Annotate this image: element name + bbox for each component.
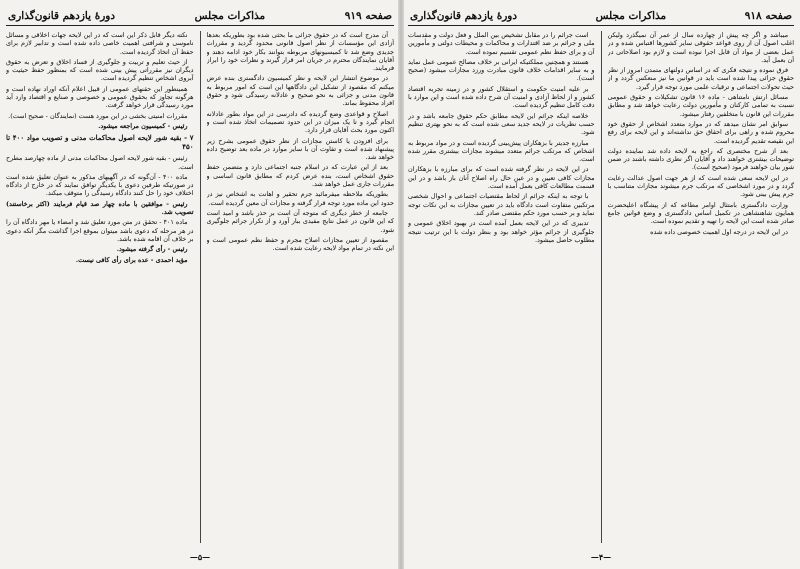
body-paragraph: برای افزودن یا کاستن مجازات از نظر حقوق عمومی بشرح زیر پیشنهاد شده است و تفاوت آن با سایر موارد در ماده بعد توضیح داده خواهد شد. <box>206 136 394 162</box>
book-gutter <box>398 0 404 569</box>
body-paragraph: ماده ۴۰۱ - تحقق در متن مورد تعلیق شد و امضاء یا مهر دادگاه آن را در هر مرحله که دعوی باشد میتوان بموقع اجرا گذاشت مگر آنکه دعوی بر خلاف آن اقامه شده باشد. <box>6 218 194 243</box>
page-918 <box>408 10 794 562</box>
column-left <box>6 31 194 543</box>
body-paragraph: مبارزه جدیتر با بزهکاران پیش‌بینی گردیده است و در مواد مربوط به اشخاص که مرتکب جرائم متعدد میشوند مجازات بیشتری مقرر شده است. <box>408 138 595 164</box>
session-label: دورهٔ یازدهم قانون‌گذاری <box>8 10 116 22</box>
body-paragraph: بعد از شرح مختصری که راجع به لایحه داده شد نماینده دولت توضیحات بیشتری خواهند داد و آقایان اگر نظری داشته باشند در ضمن شور بیان خواهند فرمود (صحیح است). <box>607 146 794 172</box>
body-paragraph: بطوریکه ملاحظه میفرمائید جرم تحقیر و اهانت به اشخاص نیز در حدود این ماده مورد توجه قرار گرفته و مجازات آن معین گردیده است. <box>206 190 394 207</box>
page-title: مذاکرات مجلس <box>194 10 266 22</box>
page-number-label: صفحه ۹۱۹ <box>344 10 392 22</box>
speaker-line: رئیس - رأی گرفته میشود. <box>116 245 188 254</box>
page-number-label: صفحه ۹۱۸ <box>744 10 792 22</box>
folio-number: —۵— <box>189 552 211 562</box>
body-paragraph: بر علیه امنیت حکومت و استقلال کشور و در زمینه تجربه اقتصاد کشور و از لحاظ آزادی و امنیت آن شرح داده شده است و این موارد با دقت کامل تنظیم گردیده است. <box>408 84 595 110</box>
body-paragraph: آن مدرج است که در حقوق جزائی ما بحثی شده بود بطوریکه بعدها آزادی این مؤسسات از نظر اصول قانونی محدود گردید و مقررات جدیدی وضع شد تا کمیسیونهای مربوطه بتوانند بکار خود ادامه دهند و آقایان نمایندگان محترم در جریان امر قرار گیرند و نظرات خود را ابراز فرمایند. <box>206 31 394 73</box>
page-header <box>6 10 394 26</box>
body-paragraph: در این لایحه در نظر گرفته شده است که برای مبارزه با بزهکاران مجازات کافی تعیین و در عین حال راه اصلاح آنان باز باشد و در این قسمت مطالعات کافی بعمل آمده است. <box>408 165 595 191</box>
body-paragraph: با توجه به اینکه جرائم از لحاظ مقتضیات اجتماعی و احوال شخصی مرتکبین متفاوت است دادگاه باید در تعیین مجازات به این نکات توجه نماید و بر حسب مورد حکم مقتضی صادر کند. <box>408 192 595 217</box>
column-right <box>207 31 395 543</box>
column-divider <box>601 31 602 543</box>
body-paragraph: فرق نموده و نتیجه فکری که در اساس دولتهای متمدن امروز از نظر حقوق جزائی پیدا شده است باید در قوانین ما نیز منعکس گردد و از حیث تحولات اجتماعی و ترقیات علمی مورد توجه قرار گیرد. <box>607 66 794 91</box>
column-right <box>608 31 795 543</box>
body-paragraph: مقررات امنیتی بخشی در این مورد هست (نمایندگان - صحیح است). <box>8 111 188 120</box>
body-paragraph: بعد از این عبارت که در اسلام جنبه اجتماعی دارد و متضمن حفظ حقوق اشخاص است، بنده عرض کردم که مطابق قانون اساسی و مقررات جاری عمل خواهد شد. <box>206 163 394 189</box>
column-divider <box>200 31 201 543</box>
body-paragraph: از حیث تعلیم و تربیت و جلوگیری از فساد اخلاق و تعرض به حقوق دیگران نیز مقرراتی پیش بینی شده است که بمنظور حفظ حیثیت و آبروی اشخاص تنظیم گردیده است. <box>6 57 194 83</box>
body-paragraph: سوابق امر نشان میدهد که در موارد متعدد اشخاص از حقوق خود محروم شده و راهی برای احقاق حق نداشته‌اند و این لایحه برای رفع این نقیصه تقدیم گردیده است. <box>607 119 794 145</box>
column-left <box>408 31 595 543</box>
body-paragraph: وزارت دادگستری بامتثال اوامر مطاعه که از پیشگاه اعلیحضرت همایون شاهنشاهی در تکمیل اساس دادگستری و وضع قوانین جامع صادر شده است این لایحه را تهیه و تقدیم نموده است. <box>607 200 794 226</box>
body-paragraph: جامعه از خطر دیگری که متوجه آن است بر حذر باشد و امید است که این قانون در عمل نتایج مفیدی ببار آورد و از تکرار جرائم جلوگیری شود. <box>206 208 394 234</box>
section-heading: ۷ - بقیه شور لایحه اصول محاکمات مدنی و تصویب مواد ۴۰۰ تا ۴۵۰ <box>6 133 194 152</box>
folio-number: —۴— <box>590 552 612 562</box>
body-paragraph: میباشد و اگر چه پیش از چهارده سال از عمر آن نمیگذرد ولیکن اغلب اصول آن از روی قواعد حقوقی سایر کشورها اقتباس شده و در عمل بعضی از مواد آن قابل اجرا نبوده است و لازم بود اصلاحاتی در آن بعمل آید. <box>607 31 794 64</box>
session-label: دورهٔ یازدهم قانون‌گذاری <box>410 10 518 22</box>
body-paragraph: نکته دیگر قابل ذکر این است که در این لایحه جهات اخلاقی و مسائل ناموسی و شرافتی اهمیت خاصی داده شده است و تدابیر لازم برای حفظ آن اتخاذ گردیده است. <box>6 31 194 56</box>
body-paragraph: در این لایحه در درجه اول اهمیت خصوصی داده شده <box>650 227 788 236</box>
page-919 <box>6 10 394 562</box>
body-paragraph: مقصود از تعیین مجازات اصلاح مجرم و حفظ نظم عمومی است و این نکته در تمام مواد لایحه رعایت شده است. <box>206 235 394 253</box>
body-paragraph: در این لایحه سعی شده است که از هر جهت اصول عدالت رعایت گردد و در مورد اشخاصی که مرتکب جرم میشوند مجازات متناسب با جرم پیش بینی شود. <box>607 173 794 199</box>
body-paragraph: است جرائم را در مقابل تشخیص بین الملل و فعل دولت و مقدسات ملی و جرائم بر ضد اقتدارات و محاکمات و محیطات دولتی و مأمورین آن و برای حفظ نظم عمومی تقسیم نموده است. <box>408 31 595 56</box>
page-title: مذاکرات مجلس <box>595 10 667 22</box>
speaker-line: مؤید احمدی - عده برای رأی کافی نیست. <box>75 255 188 264</box>
speaker-line: رئیس - کمیسیون مراجعه میشود. <box>98 121 188 130</box>
body-paragraph: هستند و همچنین مملکتیکه ایرانی بر خلاف مصالح عمومی عمل نماید و به سایر اقدامات خلاف قانون مبادرت ورزد مجازات میشود (صحیح است). <box>408 57 595 83</box>
body-paragraph: اصلاح و قواعدی وضع گردیده که دادرسی در این مواد بطور عادلانه انجام گیرد و تا یک میزان در این حدود تصمیمات اتخاذ شده است و اکنون مورد بحث آقایان قرار دارد. <box>206 109 394 135</box>
body-paragraph: ماده ۴۰۰ - آن‌گونه که در آگهیهای مذکور به عنوان تعلیق شده است در صورتیکه طرفین دعوی با یکدیگر توافق نمایند که در خارج از دادگاه اختلاف خود را حل کنند دادگاه رسیدگی را متوقف میکند. <box>6 172 194 198</box>
body-paragraph: تدبیری که در این لایحه بعمل آمده است در بهبود اخلاق عمومی و جلوگیری از جرائم مؤثر خواهد بود و بنظر دولت با این ترتیب نتیجه مطلوب حاصل میشود. <box>408 219 595 244</box>
page-header <box>408 10 794 26</box>
body-paragraph: همینطور این حقنهای عمومی از قبیل اعلام آنکه اوراد نهاده است و هرگونه تجاوز که بحقوق عمومی و خصوصی و صنایع و اقتصاد وارد آید مورد رسیدگی قرار خواهد گرفت. <box>6 84 194 110</box>
body-paragraph: در موضوع انتشار این لایحه و نظر کمیسیون دادگستری بنده عرض میکنم که مقصود از تشکیل این دادگاهها این است که امور مربوط به قانون مدنی و جزائی به نحو صحیح و عادلانه رسیدگی شود و حقوق افراد محفوظ بماند. <box>206 74 394 108</box>
body-paragraph: خلاصه اینکه جرائم این لایحه مطابق حکم حقوق جامعه باشد و در حسب نظریات در لایحه جدید سعی شده است که به نحو بهتری تنظیم شود. <box>408 111 595 137</box>
speaker-line: رئیس - موافقین با ماده چهار صد قیام فرمایند (اکثر برخاستند) تصویب شد. <box>6 199 194 217</box>
text-columns <box>6 31 394 543</box>
body-paragraph: رئیس - بقیه شور لایحه اصول محاکمات مدنی از ماده چهارصد مطرح است. <box>6 154 194 171</box>
text-columns <box>408 31 794 543</box>
body-paragraph: مسائل ارتش نامتناهی - ماده ۱۶ قانون تشکیلات و حقوق عمومی نسبت به تمامی کارکنان و مأمورین دولت رعایت خواهد شد و مطابق مقررات این قانون با متخلفین رفتار میشود. <box>607 93 794 118</box>
